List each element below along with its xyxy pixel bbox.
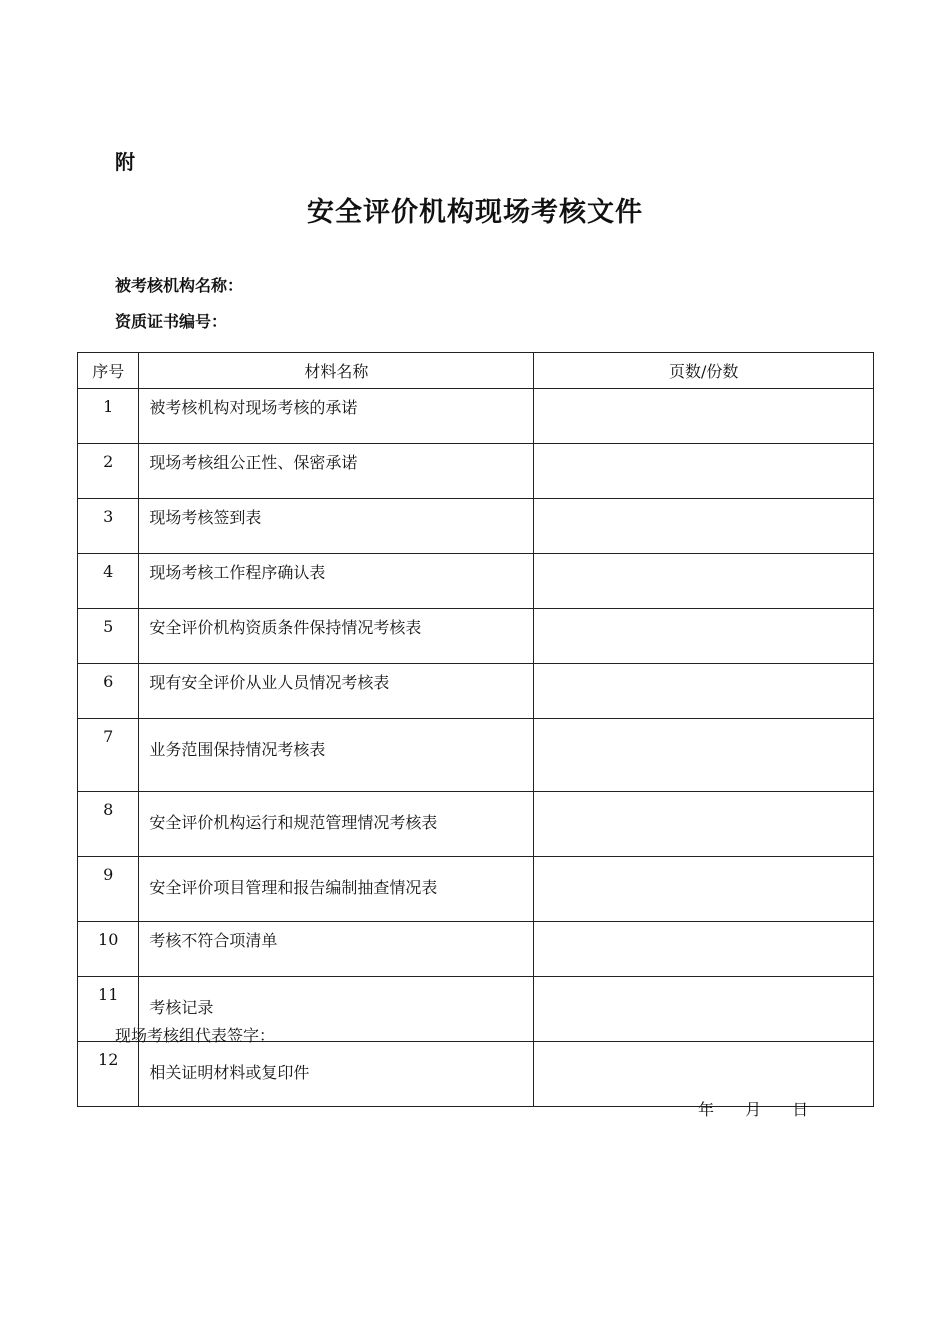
date-line [698, 1097, 834, 1120]
row-pages-cell[interactable] [534, 444, 874, 499]
row-pages-cell[interactable] [534, 389, 874, 444]
row-number: 10 [78, 922, 139, 977]
row-number: 11 [78, 977, 139, 1042]
row-pages-cell[interactable] [534, 857, 874, 922]
row-number: 8 [78, 792, 139, 857]
header-pages: 页数/份数 [534, 353, 874, 389]
row-pages-cell[interactable] [534, 922, 874, 977]
table-row [78, 389, 874, 444]
row-number: 1 [78, 389, 139, 444]
row-material-name: 安全评价机构资质条件保持情况考核表 [139, 609, 534, 664]
header-material-name: 材料名称 [139, 353, 534, 389]
row-material-name: 安全评价机构运行和规范管理情况考核表 [139, 792, 534, 857]
table-row [78, 554, 874, 609]
row-material-name: 现有安全评价从业人员情况考核表 [139, 664, 534, 719]
table-row [78, 444, 874, 499]
row-pages-cell[interactable] [534, 554, 874, 609]
row-pages-cell[interactable] [534, 792, 874, 857]
table-header-row [78, 353, 874, 389]
document-title: 安全评价机构现场考核文件 [307, 197, 643, 228]
row-pages-cell[interactable] [534, 719, 874, 792]
signature-label: 现场考核组代表签字： [115, 1026, 276, 1045]
row-material-name: 安全评价项目管理和报告编制抽查情况表 [139, 857, 534, 922]
table-row [78, 922, 874, 977]
row-pages-cell[interactable] [534, 664, 874, 719]
date-year: 年 [698, 1100, 715, 1119]
appendix-label: 附 [115, 150, 135, 174]
row-pages-cell[interactable] [534, 977, 874, 1042]
row-material-name: 被考核机构对现场考核的承诺 [139, 389, 534, 444]
row-number: 2 [78, 444, 139, 499]
row-material-name: 考核不符合项清单 [139, 922, 534, 977]
row-number: 7 [78, 719, 139, 792]
row-pages-cell[interactable] [534, 609, 874, 664]
materials-table [77, 352, 874, 1107]
header-no: 序号 [78, 353, 139, 389]
date-day: 日 [792, 1100, 809, 1119]
table-row [78, 499, 874, 554]
row-number: 12 [78, 1042, 139, 1107]
table-row [78, 857, 874, 922]
table-row [78, 664, 874, 719]
table-row [78, 609, 874, 664]
row-pages-cell[interactable] [534, 499, 874, 554]
row-material-name: 现场考核签到表 [139, 499, 534, 554]
cert-number-label: 资质证书编号： [115, 312, 228, 331]
row-number: 9 [78, 857, 139, 922]
table-row [78, 792, 874, 857]
org-name-label: 被考核机构名称： [115, 276, 244, 295]
row-material-name: 现场考核工作程序确认表 [139, 554, 534, 609]
date-month: 月 [745, 1100, 762, 1119]
row-material-name: 考核记录 [139, 977, 534, 1042]
row-material-name: 业务范围保持情况考核表 [139, 719, 534, 792]
row-number: 6 [78, 664, 139, 719]
row-material-name: 相关证明材料或复印件 [139, 1042, 534, 1107]
row-number: 4 [78, 554, 139, 609]
row-material-name: 现场考核组公正性、保密承诺 [139, 444, 534, 499]
table-row [78, 719, 874, 792]
row-number: 3 [78, 499, 139, 554]
row-number: 5 [78, 609, 139, 664]
